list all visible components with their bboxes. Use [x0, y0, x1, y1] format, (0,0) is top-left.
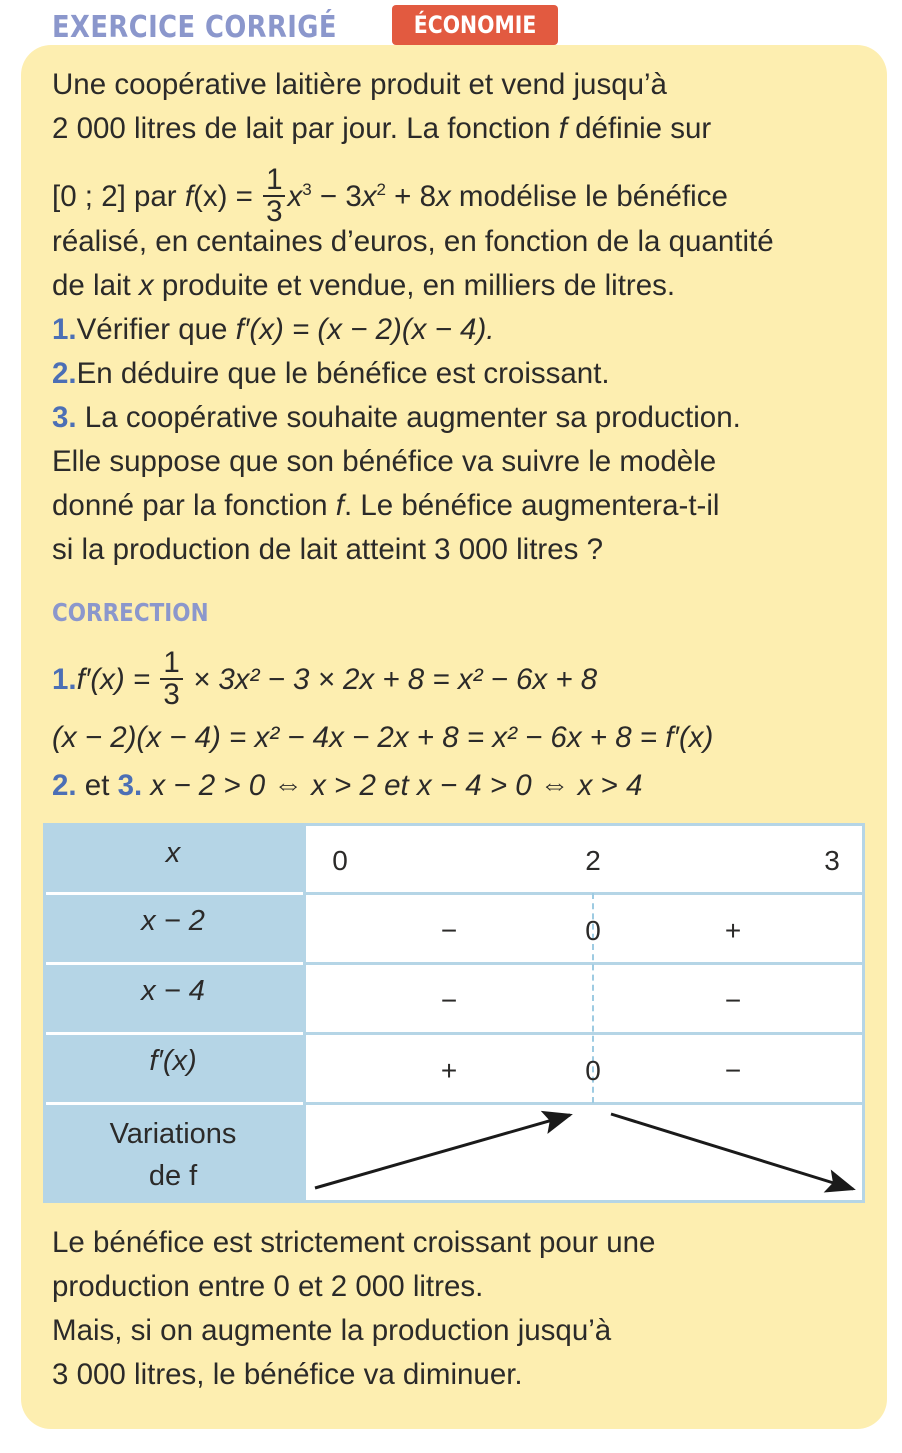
question-3-line-4: si la production de lait atteint 3 000 litres ? — [52, 533, 603, 566]
decreasing-arrow — [611, 1114, 853, 1189]
statement-line-3 — [52, 160, 728, 229]
text: En déduire que le bénéfice est croissant. — [76, 357, 610, 390]
x-value: 2 — [585, 845, 601, 876]
sign-cell: − — [440, 915, 458, 946]
math-expression: × 3x² − 3 × 2x + 8 = x² − 6x + 8 — [184, 663, 598, 696]
fraction-one-third — [160, 648, 182, 710]
text: [0 ; 2] par — [52, 179, 185, 213]
conclusion-line-3: Mais, si on augmente la production jusqu’à — [52, 1314, 612, 1347]
numerator: 1 — [160, 648, 182, 680]
text: produite et vendue, en milliers de litres. — [153, 269, 676, 302]
sign-cell: 0 — [585, 915, 601, 946]
question-3-line-2: Elle suppose que son bénéfice va suivre le modèle — [52, 445, 717, 478]
row-label-variations-2: de f — [148, 1160, 198, 1192]
exponent: 2 — [376, 180, 386, 199]
sign-cell: − — [724, 1055, 742, 1086]
text: de lait — [52, 269, 139, 302]
math-x: x — [361, 179, 377, 213]
question-1 — [52, 308, 494, 352]
row-label-x-minus-2: x − 2 — [141, 905, 205, 937]
question-3 — [52, 396, 741, 440]
question-number: 2. — [52, 357, 77, 390]
row-label-variations: Variations — [109, 1118, 237, 1150]
exercise-title: EXERCICE CORRIGÉ — [52, 10, 337, 45]
conclusion-line-4: 3 000 litres, le bénéfice va diminuer. — [52, 1358, 523, 1391]
math-x: x — [287, 179, 303, 213]
question-number: 1. — [52, 313, 77, 346]
answer-number: 1. — [52, 663, 77, 696]
answer-number: 3. — [117, 769, 143, 802]
fraction-one-third — [263, 165, 285, 227]
math-expression: x − 2 > 0 ⇔ x > 2 et x − 4 > 0 ⇔ x > 4 — [142, 769, 643, 802]
numerator: 1 — [263, 165, 285, 197]
x-value: 0 — [332, 845, 348, 876]
correction-2-3 — [52, 764, 642, 808]
category-badge-label: ÉCONOMIE — [413, 11, 537, 39]
math-expression: (x − 2)(x − 4) = x² − 4x − 2x + 8 = x² − 6x + 8 = f′(x) — [52, 721, 714, 754]
text: et — [76, 769, 118, 802]
math-f: f — [558, 112, 567, 145]
sign-cell: − — [724, 985, 742, 1016]
math-f: f — [184, 179, 194, 213]
row-label-f-prime: f′(x) — [149, 1045, 197, 1077]
text: donné par la fonction — [52, 489, 336, 522]
math-expression: f′(x) = — [76, 663, 159, 696]
text: − 3 — [311, 179, 362, 213]
x-value: 3 — [824, 845, 840, 876]
sign-cell: + — [440, 1055, 458, 1086]
text: . Le bénéfice augmentera-t-il — [343, 489, 720, 522]
text: + 8 — [385, 179, 436, 213]
variation-table — [43, 823, 865, 1203]
denominator: 3 — [163, 678, 180, 712]
sign-cell: − — [440, 985, 458, 1016]
conclusion-line-2: production entre 0 et 2 000 litres. — [52, 1270, 484, 1303]
sign-cell: 0 — [585, 1055, 601, 1086]
sign-cell: + — [724, 915, 742, 946]
math-x: x — [435, 179, 451, 213]
text: (x) = — [193, 179, 262, 213]
text: définie sur — [566, 112, 712, 145]
text: 2 000 litres de lait par jour. La fonction — [52, 112, 559, 145]
statement-line-5 — [52, 264, 675, 308]
math-x: x — [138, 269, 154, 302]
math-f: f — [335, 489, 344, 522]
text: Vérifier que — [76, 313, 236, 346]
answer-number: 2. — [52, 769, 77, 802]
row-label-x-minus-4: x − 4 — [141, 975, 205, 1007]
math-expression: f′(x) = (x − 2)(x − 4). — [235, 313, 495, 346]
text: La coopérative souhaite augmenter sa production. — [76, 401, 741, 434]
denominator: 3 — [266, 195, 283, 229]
variation-arrows — [43, 823, 865, 1203]
statement-line-4: réalisé, en centaines d’euros, en fonction de la quantité — [52, 225, 774, 258]
category-badge — [392, 5, 558, 45]
correction-1 — [52, 646, 598, 712]
statement-line-2 — [52, 107, 711, 151]
question-2 — [52, 352, 610, 396]
text: modélise le bénéfice — [450, 179, 728, 213]
correction-1-line-2 — [52, 716, 713, 760]
statement-line-1: Une coopérative laitière produit et vend jusqu’à — [52, 68, 667, 101]
question-3-line-3 — [52, 484, 719, 528]
question-number: 3. — [52, 401, 77, 434]
row-label-x: x — [165, 837, 181, 869]
exponent: 3 — [302, 180, 312, 199]
correction-title: CORRECTION — [52, 598, 209, 627]
increasing-arrow — [315, 1115, 570, 1188]
conclusion-line-1: Le bénéfice est strictement croissant pour une — [52, 1226, 656, 1259]
